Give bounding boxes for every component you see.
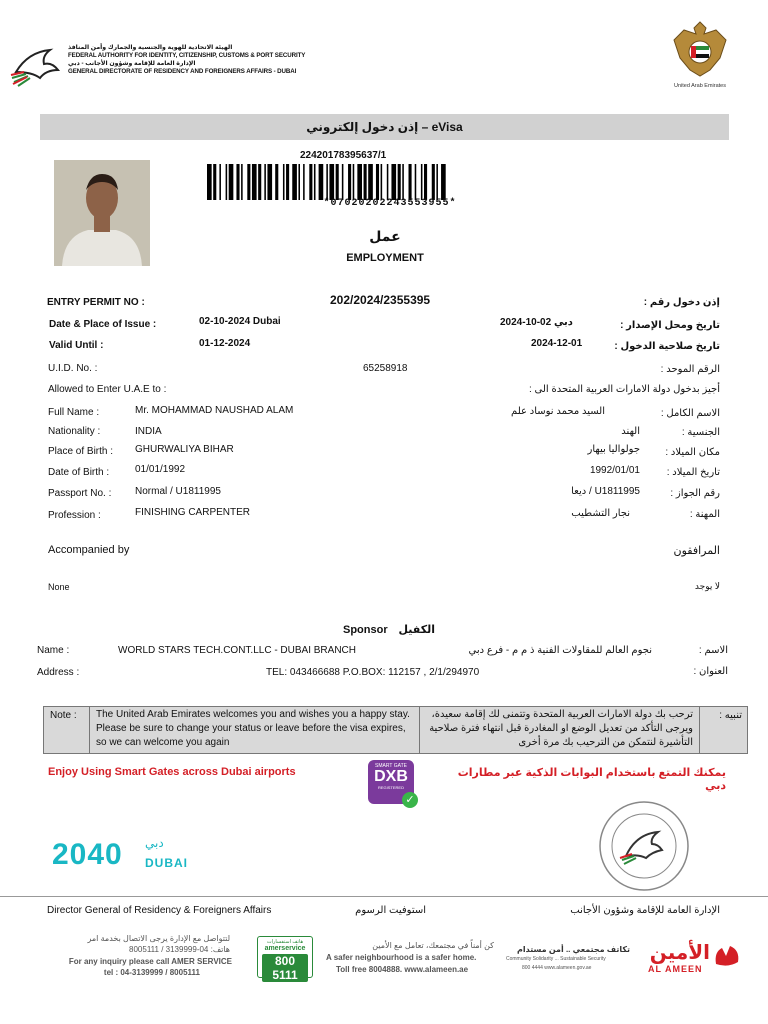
sponsor-name-label-ar: الاسم : — [698, 645, 728, 656]
place-of-birth-label: Place of Birth : — [48, 446, 114, 457]
nationality-value: INDIA — [135, 426, 162, 437]
issue-label-ar: تاريخ ومحل الإصدار : — [620, 320, 720, 331]
badge-top-text: SMART GATE — [375, 763, 407, 769]
smart-gate-dxb-badge — [368, 760, 414, 804]
person-silhouette-icon — [54, 160, 150, 266]
accompanied-label-ar: المرافقون — [673, 545, 720, 557]
nationality-value-ar: الهند — [621, 426, 640, 437]
dubai-2040-ar: دبي — [145, 836, 164, 850]
date-of-birth-value-ar: 1992/01/01 — [589, 465, 640, 476]
community-slogan-en: Community Solidarity ... Sustainable Security — [506, 956, 606, 962]
federal-authority-falcon-logo — [8, 42, 66, 88]
uid-label-ar: الرقم الموحد : — [660, 364, 720, 375]
issue-value-ar: 2024-10-02 دبي — [500, 317, 573, 328]
note-label-ar: تنبيه : — [719, 710, 742, 721]
nationality-label-ar: الجنسية : — [681, 427, 720, 438]
badge-main-text: DXB — [374, 768, 408, 785]
sponsor-title-ar: الكفيل — [398, 624, 435, 636]
footer-divider — [0, 896, 768, 897]
sponsor-name-value: WORLD STARS TECH.CONT.LLC - DUBAI BRANCH — [118, 645, 356, 656]
date-of-birth-label: Date of Birth : — [48, 467, 110, 478]
valid-until-label-ar: تاريخ صلاحية الدخول : — [614, 341, 720, 352]
accompanied-value-ar: لا يوجد — [694, 581, 720, 591]
authority-name-ar: الهيئة الاتحادية للهوية والجنسية والجمارك وأمن المنافذ — [68, 44, 233, 51]
valid-until-label: Valid Until : — [49, 340, 104, 351]
uid-value: 65258918 — [363, 363, 408, 374]
issue-label: Date & Place of Issue : — [49, 319, 157, 330]
barcode-image — [205, 164, 577, 200]
valid-until-value-ar: 2024-12-01 — [531, 338, 583, 349]
date-of-birth-label-ar: تاريخ الميلاد : — [666, 467, 720, 478]
alameen-tollfree: Toll free 8004888. www.alameen.ae — [336, 965, 469, 974]
accompanied-label: Accompanied by — [48, 544, 130, 556]
allowed-label-ar: أجيز بدخول دولة الامارات العربية المتحدة الى : — [528, 384, 720, 395]
smart-gates-text: Enjoy Using Smart Gates across Dubai airports — [48, 766, 296, 778]
passport-value-ar: U1811995 / ديعا — [571, 486, 640, 497]
passport-label: Passport No. : — [48, 488, 112, 499]
amer-name: amerservice — [264, 945, 306, 952]
note-text: The United Arab Emirates welcomes you and wishes you a happy stay. Please be sure to change your status or leave before the visa expires, so we can welcome you again — [96, 709, 410, 748]
sponsor-name-label: Name : — [37, 645, 70, 656]
entry-permit-label: ENTRY PERMIT NO : — [47, 297, 145, 308]
nationality-label: Nationality : — [48, 426, 101, 437]
passport-label-ar: رقم الجواز : — [670, 488, 720, 499]
uae-emblem-icon — [670, 18, 730, 80]
dubai-2040-number: 2040 — [52, 838, 123, 871]
valid-until-value: 01-12-2024 — [199, 338, 251, 349]
full-name-value: Mr. MOHAMMAD NAUSHAD ALAM — [135, 405, 294, 416]
passport-value: Normal / U1811995 — [135, 486, 221, 497]
sponsor-name-value-ar: نجوم العالم للمقاولات الفنية ذ م م - فرع دبي — [468, 645, 652, 656]
al-ameen-hand-icon — [712, 942, 742, 968]
amer-service-logo — [257, 936, 313, 982]
sponsor-address-label: Address : — [37, 667, 80, 678]
visa-type-en: EMPLOYMENT — [346, 252, 424, 264]
official-seal-stamp — [598, 800, 690, 892]
community-contact: 800 4444 www.alameen.gov.ae — [522, 965, 592, 971]
al-ameen-logo-ar: الأمين — [649, 942, 710, 964]
director-general-ar: الإدارة العامة للإقامة وشؤون الأجانب — [570, 905, 720, 916]
entry-permit-number: 202/2024/2355395 — [330, 293, 431, 307]
sponsor-address-value: TEL: 043466688 P.O.BOX: 112157 , 2/1/294970 — [266, 667, 480, 678]
evisa-title: إذن دخول إلكتروني – eVisa — [306, 120, 463, 134]
barcode-reference-number: 22420178395637/1 — [300, 150, 387, 161]
fee-paid-stamp-ar: استوفيت الرسوم — [355, 905, 426, 916]
authority-name-block — [68, 44, 306, 76]
badge-bottom-text: REGISTERED — [377, 785, 404, 790]
al-ameen-logo-en: AL AMEEN — [648, 964, 703, 974]
uid-label: U.I.D. No. : — [48, 363, 98, 374]
contact-ar-2: هاتف: 04-3139999 / 8005111 — [129, 945, 230, 954]
alameen-en-slogan: A safer neighbourhood is a safer home. — [326, 953, 477, 962]
contact-en-2: tel : 04-3139999 / 8005111 — [103, 968, 200, 977]
issue-value: 02-10-2024 Dubai — [199, 316, 281, 327]
directorate-name-ar: الإدارة العامة للإقامة وشؤون الأجانب - دبي — [68, 60, 196, 67]
note-label: Note : — [50, 710, 77, 721]
barcode-digits: *07020202243553955* — [323, 198, 457, 209]
al-ameen-logo — [644, 940, 744, 980]
accompanied-value: None — [48, 582, 70, 592]
note-box — [43, 706, 748, 754]
directorate-name-en: GENERAL DIRECTORATE OF RESIDENCY AND FOREIGNERS AFFAIRS - DUBAI — [68, 68, 297, 75]
allowed-label: Allowed to Enter U.A.E to : — [48, 384, 167, 395]
full-name-label: Full Name : — [48, 407, 100, 418]
full-name-value-ar: السيد محمد نوساد علم — [511, 406, 605, 417]
place-of-birth-value: GHURWALIYA BIHAR — [135, 444, 234, 455]
dubai-2040-en: DUBAI — [145, 856, 188, 870]
sponsor-title: Sponsor — [343, 624, 388, 636]
emblem-caption: United Arab Emirates — [674, 83, 726, 89]
entry-permit-label-ar: إذن دخول رقم : — [643, 297, 720, 308]
place-of-birth-label-ar: مكان الميلاد : — [665, 447, 720, 458]
checkmark-icon: ✓ — [402, 792, 418, 808]
date-of-birth-value: 01/01/1992 — [135, 464, 186, 475]
smart-gates-text-ar: يمكنك التمتع باستخدام البوابات الذكية عبر مطارات دبي — [457, 767, 726, 792]
contact-en-1: For any inquiry please call AMER SERVICE — [68, 957, 232, 966]
profession-value: FINISHING CARPENTER — [135, 507, 251, 518]
note-text-ar: ترحب بك دولة الامارات العربية المتحدة وتتمنى لك إقامة سعيدة، ويرجى التأكد من تعديل الوضع او المغادرة قبل انتهاء فترة صلاحية التأشيرة لنتمكن من الترحيب بك مرة أخرى — [429, 709, 693, 748]
alameen-ar-slogan: كن أمناً في مجتمعك، تعامل مع الأمين — [372, 941, 494, 950]
sponsor-address-label-ar: العنوان : — [693, 666, 728, 677]
evisa-title-bar — [40, 114, 729, 140]
contact-ar-1: لتتواصل مع الإدارة يرجى الاتصال بخدمة امر — [87, 934, 230, 943]
director-general-en: Director General of Residency & Foreigners Affairs — [47, 905, 272, 916]
authority-name-en: FEDERAL AUTHORITY FOR IDENTITY, CITIZENSHIP, CUSTOMS & PORT SECURITY — [68, 52, 306, 59]
applicant-photo — [54, 160, 150, 266]
visa-type-ar: عمل — [369, 228, 401, 244]
profession-value-ar: نجار التشطيب — [571, 508, 630, 519]
profession-label: Profession : — [48, 510, 101, 521]
amer-number: 800 5111 — [262, 954, 308, 982]
community-slogan-ar: تكاتف مجتمعي .. أمن مستدام — [517, 945, 630, 954]
profession-label-ar: المهنة : — [689, 509, 720, 520]
place-of-birth-value-ar: جولواليا بيهار — [587, 444, 640, 455]
amer-top-text: هاتف استفسارات — [266, 939, 304, 945]
full-name-label-ar: الاسم الكامل : — [660, 408, 720, 419]
